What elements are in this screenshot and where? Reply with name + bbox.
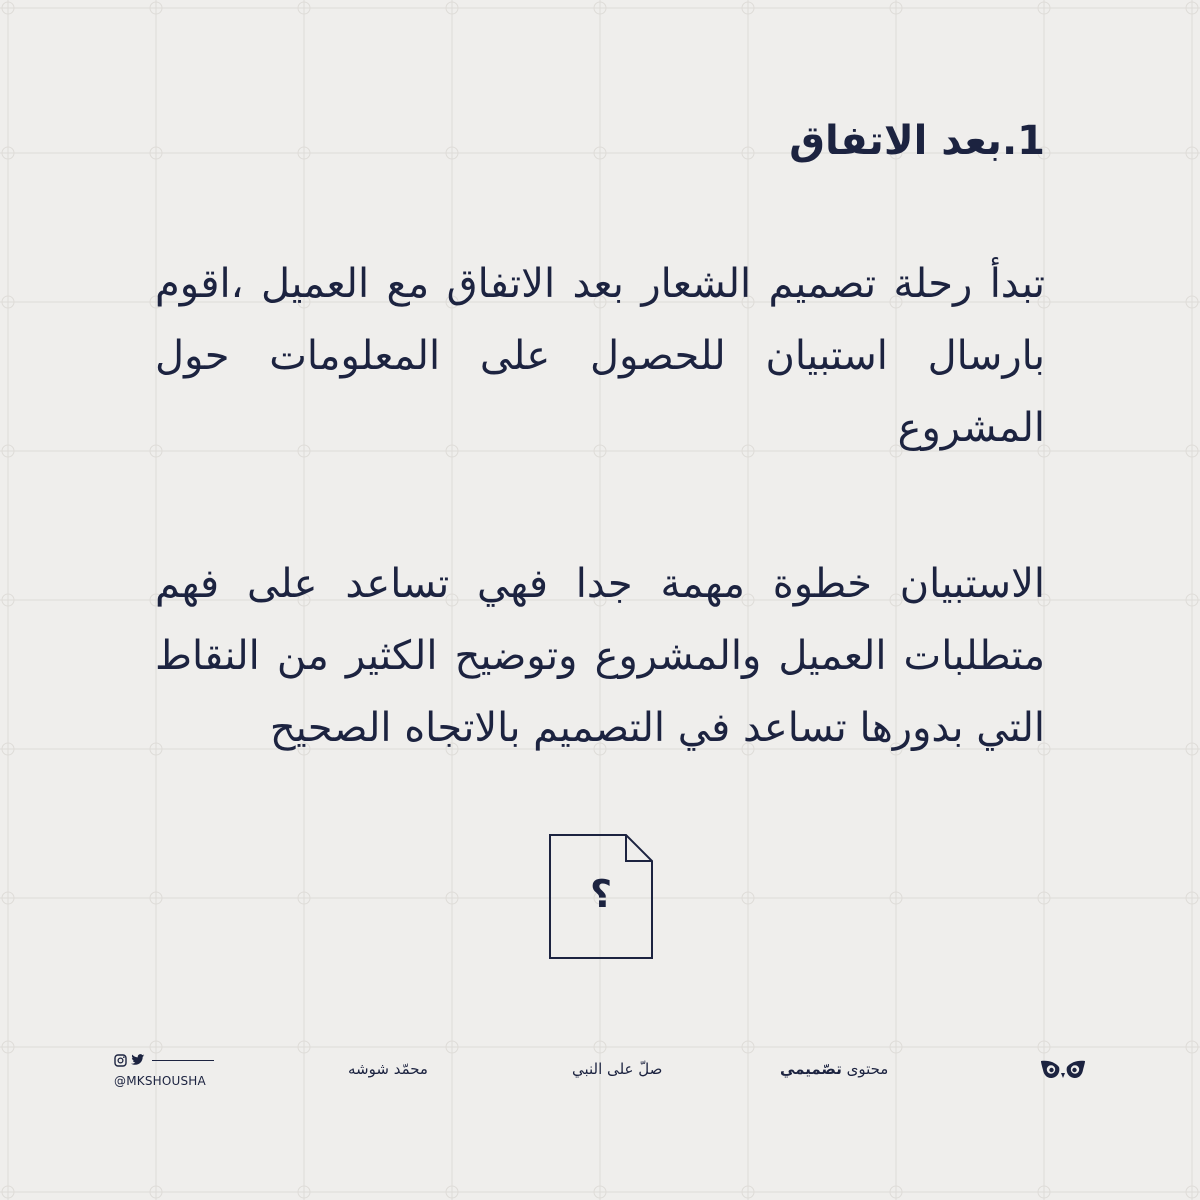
paragraph-questionnaire: الاستبيان خطوة مهمة جدا فهي تساعد على فهم متطلبات العميل والمشروع وتوضيح الكثير من النقاط التي بدورها تساعد في التصميم بالاتجاه الصحيح xyxy=(155,561,1045,751)
twitter-icon[interactable] xyxy=(131,1054,145,1066)
social-handle[interactable]: @MKSHOUSHA xyxy=(114,1074,206,1088)
social-handle-block xyxy=(114,1052,214,1088)
content-brand-label xyxy=(780,1060,888,1078)
content-brand: تصّميمي xyxy=(780,1060,842,1078)
document-question-icon xyxy=(548,833,654,960)
prayer-text: صلّ على النبي xyxy=(572,1060,663,1078)
question-mark: ؟ xyxy=(589,872,613,916)
author-name: محمّد شوشه xyxy=(348,1060,428,1078)
instagram-icon[interactable] xyxy=(114,1054,127,1067)
social-divider-line xyxy=(152,1060,214,1061)
owl-logo-icon xyxy=(1040,1058,1086,1082)
section-heading: 1.بعد الاتفاق xyxy=(789,118,1045,164)
content-prefix: محتوى xyxy=(846,1060,889,1078)
paragraph-intro: تبدأ رحلة تصميم الشعار بعد الاتفاق مع العميل ،اقوم بارسال استبيان للحصول على المعلومات حول المشروع xyxy=(155,261,1045,451)
